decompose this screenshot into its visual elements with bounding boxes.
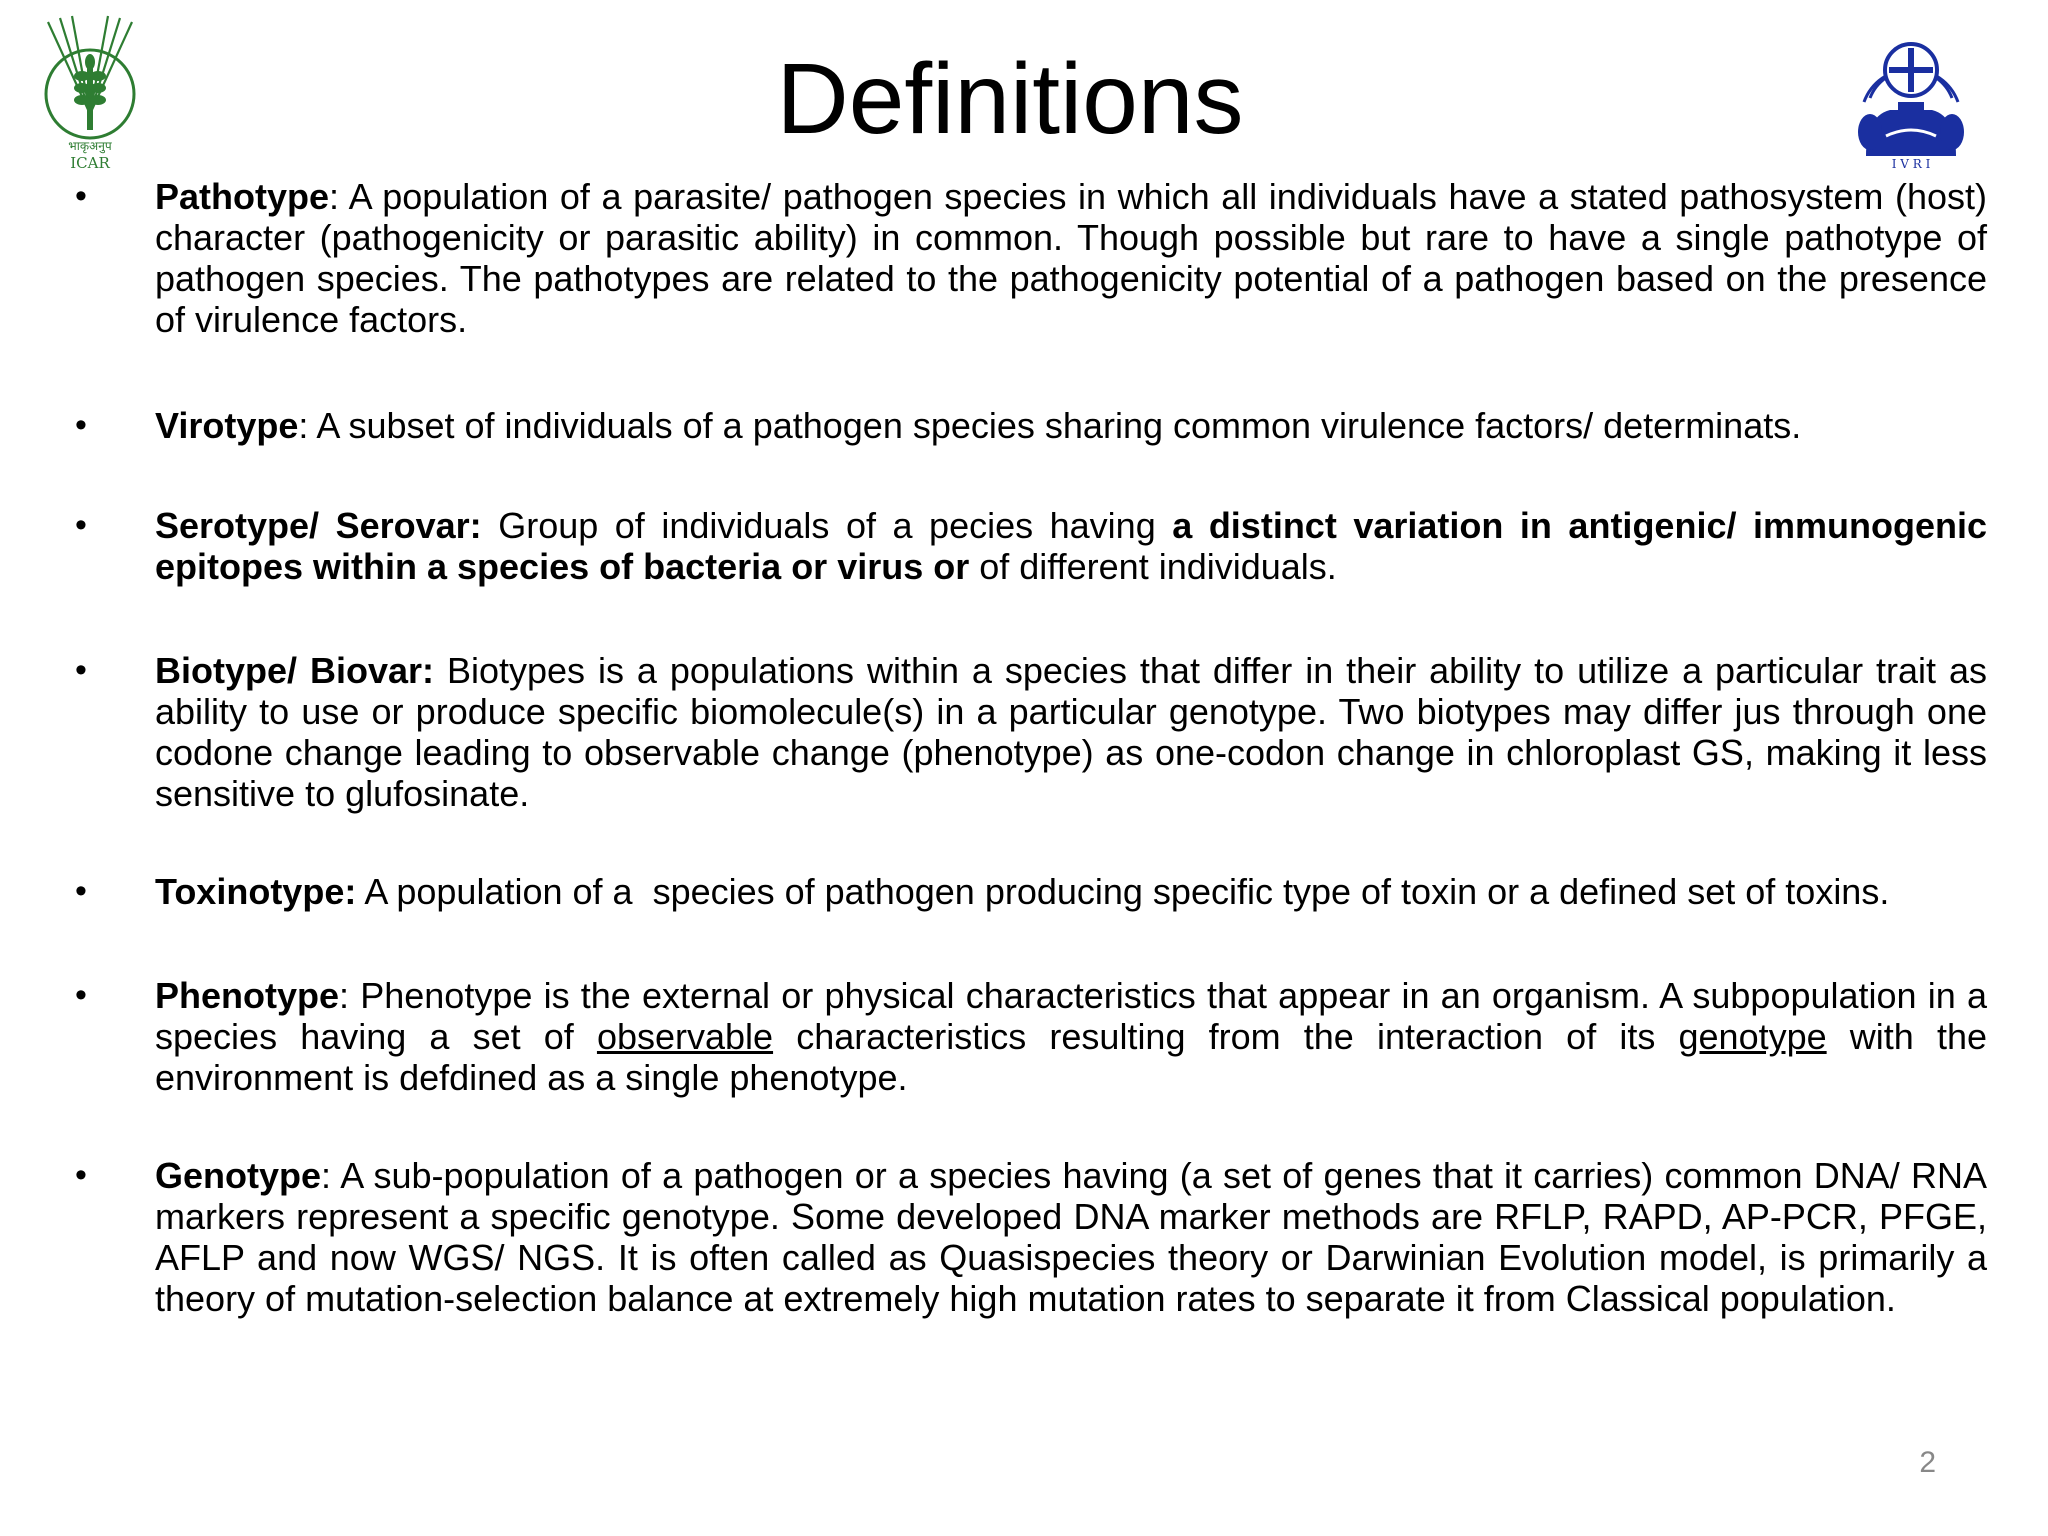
list-spacer — [0, 587, 2048, 648]
list-spacer — [0, 814, 2048, 875]
term-label: Phenotype — [155, 975, 340, 1016]
term-separator: : — [298, 405, 317, 446]
icar-text: ICAR — [70, 154, 110, 172]
page-title: Definitions — [776, 43, 1244, 155]
ivri-logo — [1846, 6, 1976, 170]
definition-virotype — [155, 405, 1987, 446]
definition-list — [0, 176, 2048, 1319]
ivri-text: I V R I — [1891, 157, 1931, 170]
page-number: 2 — [1919, 1446, 1936, 1479]
underlined-term: genotype — [1678, 1016, 1827, 1057]
definition-text: characteristics resulting from the interaction of its — [773, 1016, 1679, 1057]
definition-text: Phenotype is the external or physical characteristics that appear in an organism. A subpopulation in a species having a set of — [155, 975, 1987, 1057]
definition-text: with the environment is defdined as a single phenotype. — [155, 1016, 1987, 1098]
term-label: Pathotype — [155, 176, 330, 217]
underlined-term: observable — [596, 1016, 774, 1057]
term-label: Serotype/ Serovar: — [155, 505, 482, 546]
definition-pathotype — [155, 176, 1987, 340]
definition-bold-text: a distinct variation in antigenic/ immunogenic epitopes within a species of bacteria or virus or — [155, 505, 1988, 587]
definition-text: Biotypes is a populations within a species that differ in their ability to utilize a particular trait as ability to use or produce specific biomolecule(s) in a particular genotype. Two biotypes may differ jus through one codone change leading to observable change (phenotype) as one-codon change in chloroplast GS, making it less sensitive to glufosinate. — [155, 650, 1988, 814]
list-spacer — [0, 1098, 2048, 1159]
definition-text: A sub-population of a pathogen or a species having (a set of genes that it carries) common DNA/ RNA markers represent a specific genotype. Some developed DNA marker methods are RFLP, RAPD, AP-PCR, PFGE, AFLP and now WGS/ NGS. It is often called as Quasispecies theory or Darwinian Evolution model, is primarily a theory of mutation-selection balance at extremely high mutation rates to separate it from Classical population. — [155, 1155, 1987, 1319]
term-separator: : — [339, 975, 361, 1016]
list-spacer — [0, 446, 2048, 507]
icar-hindi-text: भाकृअनुप — [68, 139, 112, 153]
definition-text: of different individuals. — [969, 546, 1337, 587]
list-spacer — [0, 912, 2048, 973]
term-label: Toxinotype: — [155, 871, 357, 912]
definition-text: Group of individuals of a pecies having — [481, 505, 1173, 546]
term-label: Virotype — [155, 405, 299, 446]
term-separator: : — [321, 1155, 341, 1196]
definition-genotype — [155, 1155, 1987, 1319]
definition-biotype — [155, 650, 1987, 814]
definition-toxinotype — [155, 871, 1987, 912]
definition-phenotype — [155, 975, 1987, 1098]
definition-text: A population of a parasite/ pathogen species in which all individuals have a stated pathosystem (host) character (pathogenicity or parasitic ability) in common. Though possible but rare to have a single pathotype of pathogen species. The pathotypes are related to the pathogenicity potential of a pathogen based on the presence of virulence factors. — [155, 176, 1987, 340]
list-spacer — [0, 340, 2048, 401]
definition-serotype — [155, 505, 1987, 587]
definition-text: A subset of individuals of a pathogen species sharing common virulence factors/ determinats. — [316, 405, 1802, 446]
term-label: Biotype/ Biovar: — [155, 650, 434, 691]
definition-text: A population of a species of pathogen producing specific type of toxin or a defined set of toxins. — [356, 871, 1890, 912]
term-label: Genotype — [155, 1155, 322, 1196]
term-separator: : — [329, 176, 349, 217]
